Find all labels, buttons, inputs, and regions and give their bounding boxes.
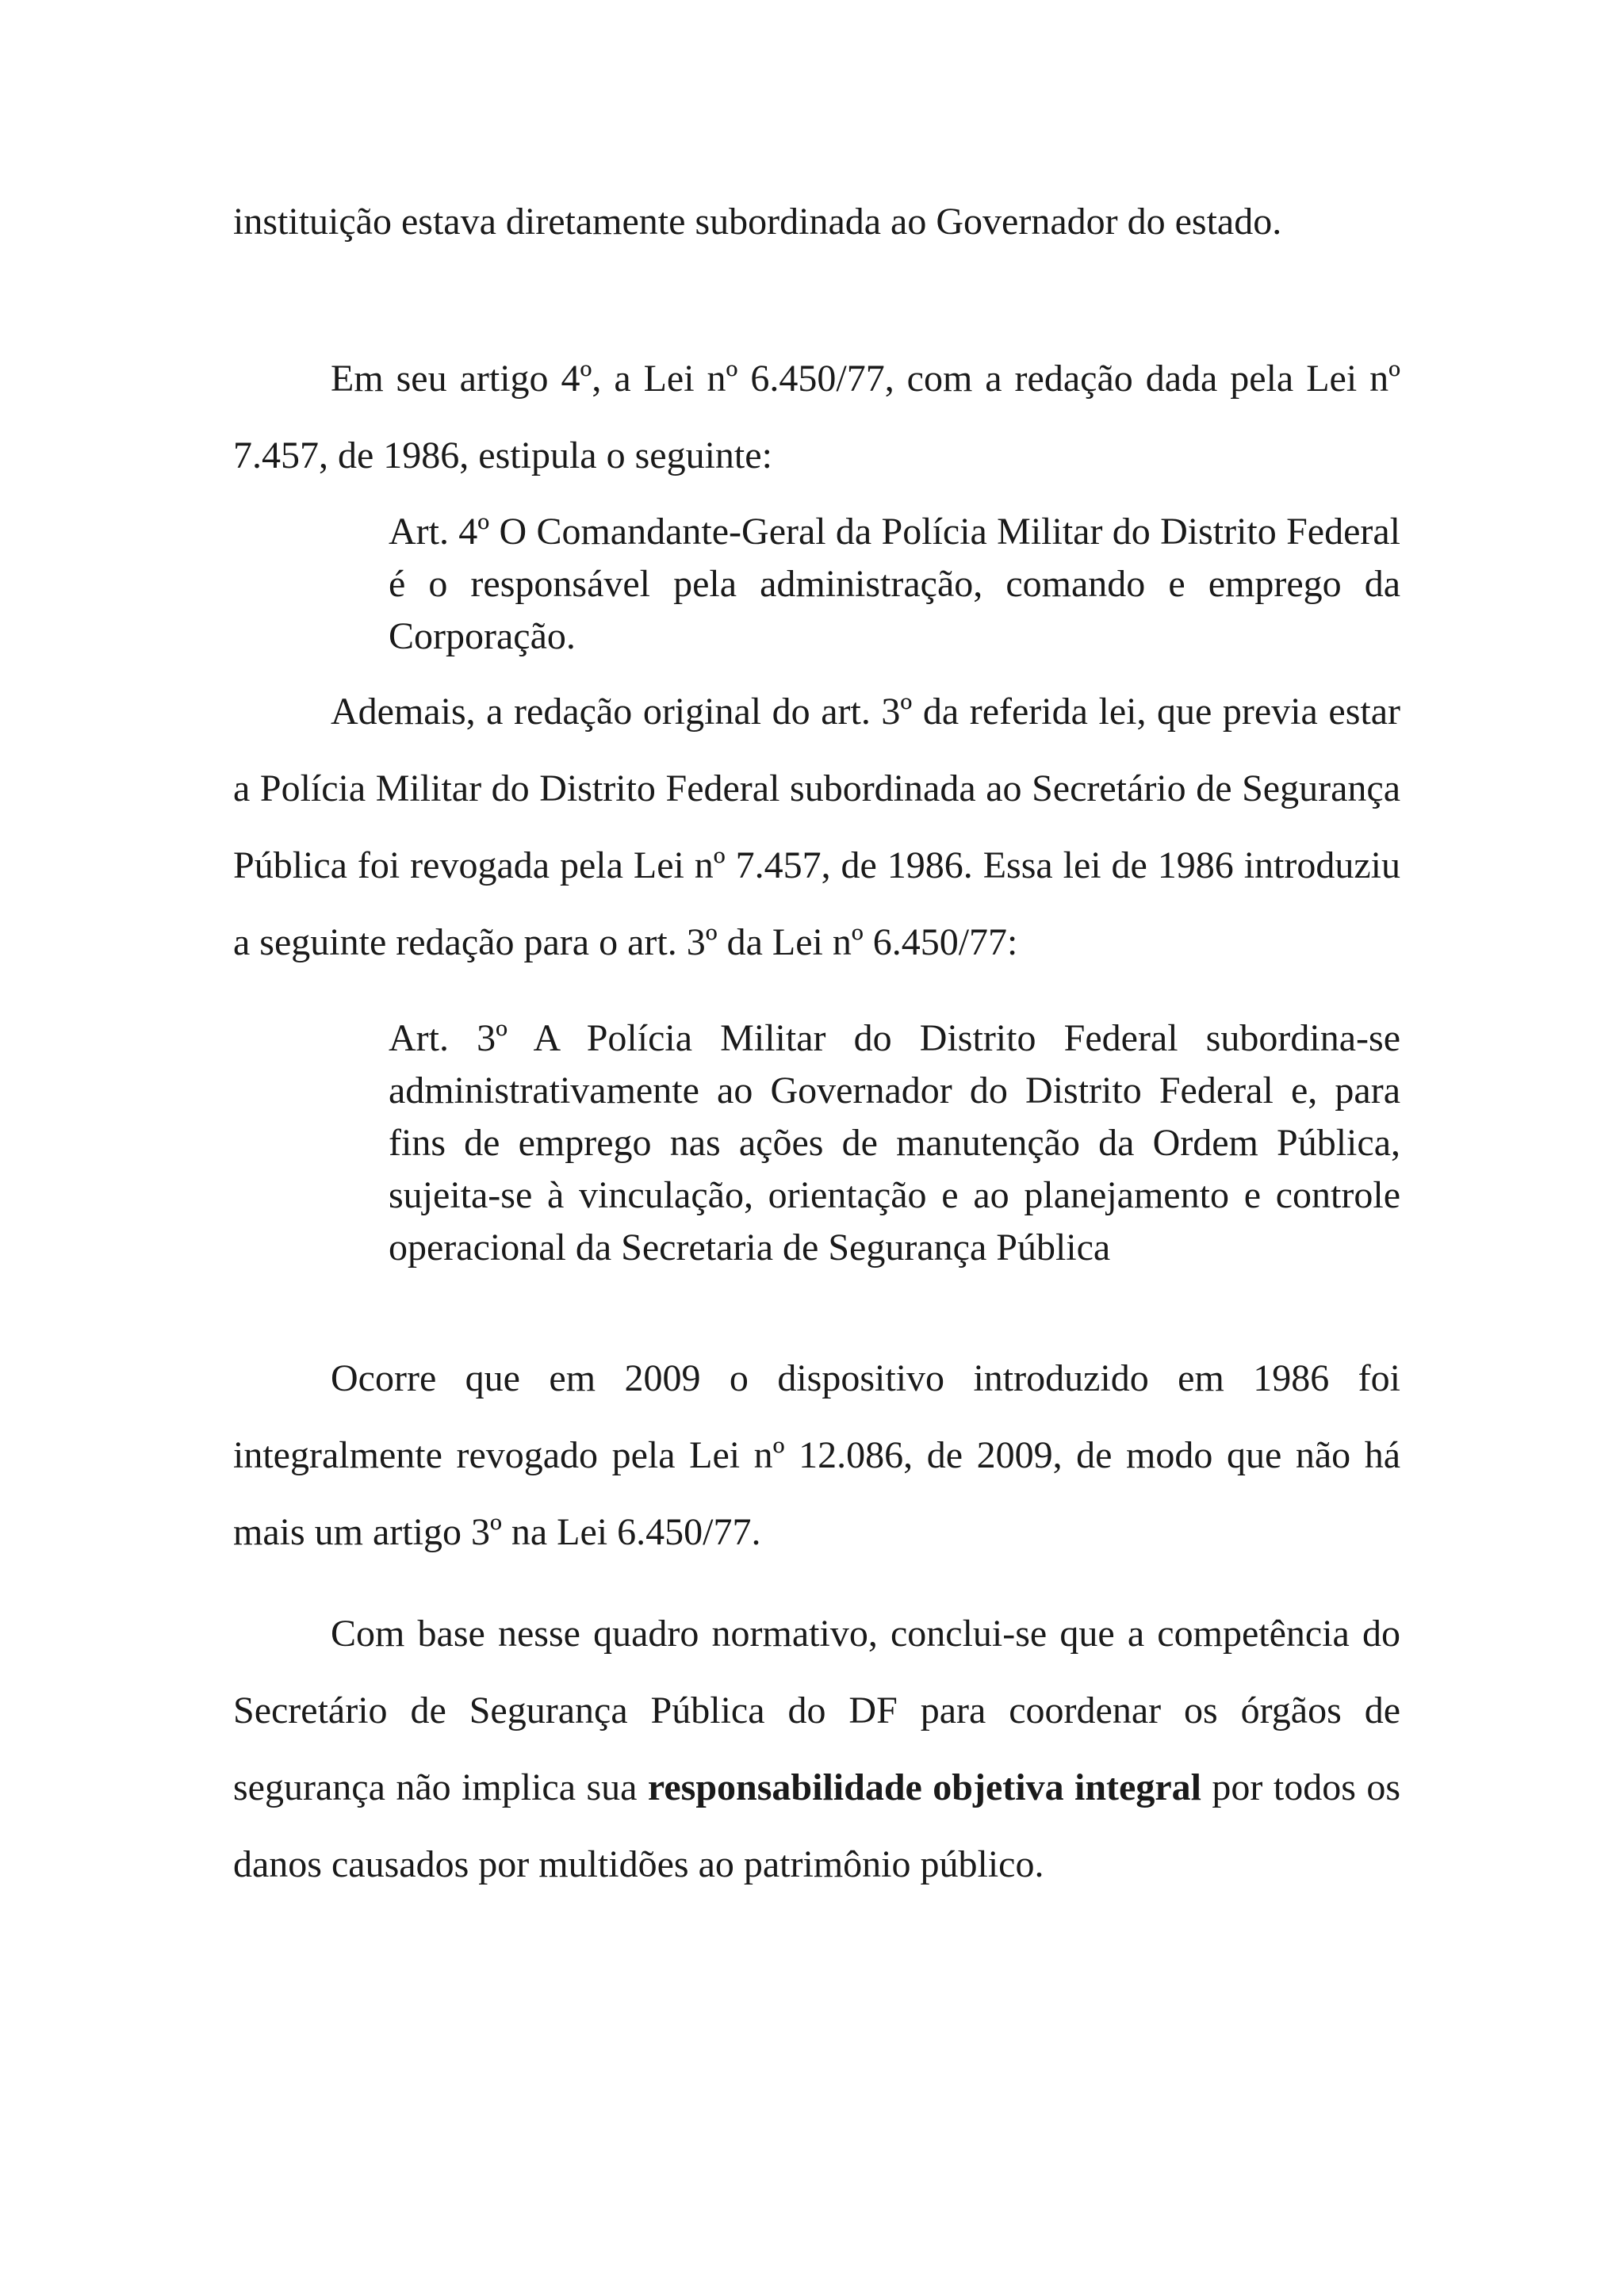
paragraph-4-text: Ocorre que em 2009 o dispositivo introduzido em 1986 foi integralmente revogado pela Lei nº 12.086, de 2009, de modo que não há mais um artigo 3º na Lei 6.450/77.	[233, 1357, 1400, 1553]
block-quote-2-text: Art. 3º A Polícia Militar do Distrito Federal subordina-se administrativamente ao Governador do Distrito Federal e, para fins de emprego nas ações de manutenção da Ordem Pública, sujeita-se à vinculação, orientação e ao planejamento e controle operacional da Secretaria de Segurança Pública	[389, 1017, 1400, 1269]
paragraph-4	[233, 1340, 1400, 1571]
paragraph-1-text: instituição estava diretamente subordinada ao Governador do estado.	[233, 201, 1282, 243]
block-quote-1-text: Art. 4º O Comandante-Geral da Polícia Militar do Distrito Federal é o responsável pela administração, comando e emprego da Corporação.	[389, 511, 1400, 657]
paragraph-3-text: Ademais, a redação original do art. 3º da referida lei, que previa estar a Polícia Militar do Distrito Federal subordinada ao Secretário de Segurança Pública foi revogada pela Lei nº 7.457, de 1986. Essa lei de 1986 introduziu a seguinte redação para o art. 3º da Lei nº 6.450/77:	[233, 691, 1400, 963]
paragraph-5	[233, 1595, 1400, 1903]
block-quote-1	[389, 506, 1400, 663]
paragraph-2-text: Em seu artigo 4º, a Lei nº 6.450/77, com a redação dada pela Lei nº 7.457, de 1986, estipula o seguinte:	[233, 358, 1400, 476]
paragraph-5-text-end: por todos os danos causados por multidões ao patrimônio público.	[233, 1766, 1401, 1885]
paragraph-2	[233, 340, 1400, 494]
paragraph-5-bold-phrase: responsabilidade objetiva integral	[647, 1766, 1201, 1808]
paragraph-3	[233, 673, 1400, 981]
paragraph-5-text-start: Com base nesse quadro normativo, conclui-se que a competência do Secretário de Segurança Pública do DF para coordenar os órgãos de segurança não implica sua	[233, 1613, 1400, 1808]
block-quote-2	[389, 1012, 1400, 1274]
paragraph-1	[233, 183, 1400, 260]
